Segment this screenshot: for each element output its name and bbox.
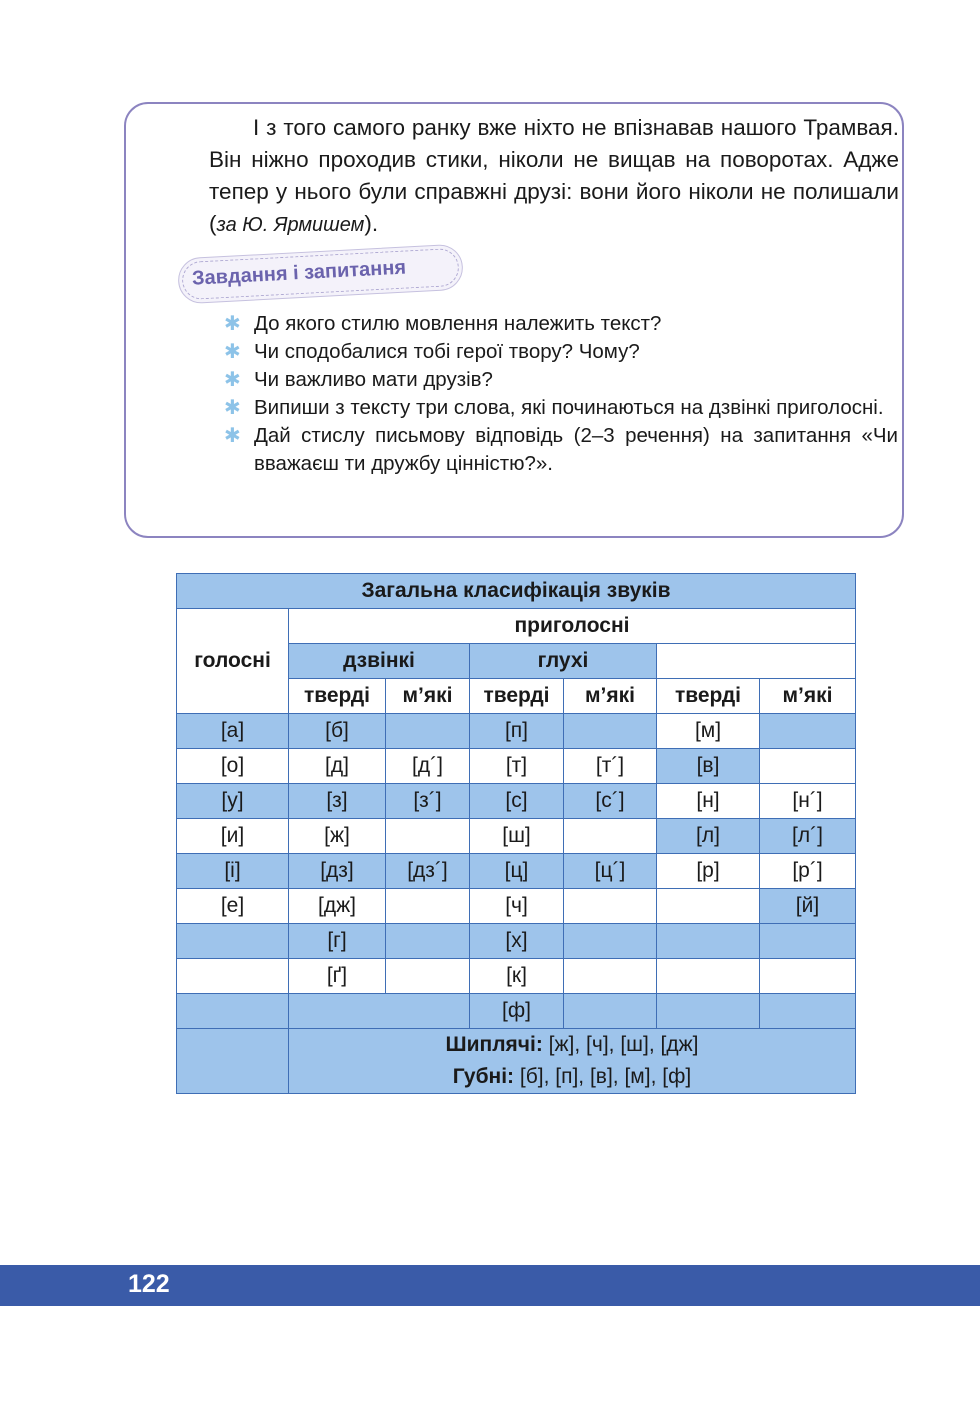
table-cell: [ц] (470, 854, 564, 889)
table-cell: [з] (289, 784, 386, 819)
table-cell: [п] (470, 714, 564, 749)
questions-list (224, 310, 898, 478)
table-cell (564, 924, 657, 959)
story-closing: ). (364, 211, 379, 236)
table-cell: [дз] (289, 854, 386, 889)
table-cell (177, 1029, 289, 1094)
table-cell (386, 959, 470, 994)
sound-classification-table (176, 573, 856, 1094)
table-cell (177, 959, 289, 994)
star-bullet-icon: ✱ (224, 369, 241, 391)
table-cell: [р] (657, 854, 760, 889)
table-cell: [в] (657, 749, 760, 784)
table-cell (657, 994, 760, 1029)
story-paragraph (209, 112, 899, 241)
table-row (177, 714, 856, 749)
table-cell: [о] (177, 749, 289, 784)
sibilants-values: [ж], [ч], [ш], [дж] (542, 1033, 699, 1056)
table-cell: [н] (657, 784, 760, 819)
story-text: І з того самого ранку вже ніхто не впізнавав нашого Трамвая. Він ніжно проходив стики, ніколи не вищав на поворотах. Адже тепер у нього були справжні друзі: вони його ніколи не полишали ( (209, 115, 899, 236)
table-cell: [д] (289, 749, 386, 784)
question-item: ✱ До якого стилю мовлення належить текст? (224, 310, 898, 338)
table-cell: [р´] (760, 854, 856, 889)
star-bullet-icon: ✱ (224, 397, 241, 419)
table-cell (760, 749, 856, 784)
table-row (177, 784, 856, 819)
table-cell: [л] (657, 819, 760, 854)
table-cell: [й] (760, 889, 856, 924)
table-cell (564, 959, 657, 994)
sibilants-line (289, 1029, 855, 1061)
table-row (177, 1029, 856, 1094)
table-cell (177, 994, 289, 1029)
summary-cell (289, 1029, 856, 1094)
table-cell (177, 924, 289, 959)
table-cell (760, 924, 856, 959)
table-cell: [а] (177, 714, 289, 749)
table-cell: [д´] (386, 749, 470, 784)
soft-header: м’які (564, 679, 657, 714)
table-cell: [ш] (470, 819, 564, 854)
table-cell: [х] (470, 924, 564, 959)
sibilants-label: Шиплячі: (445, 1033, 543, 1056)
table-cell: [у] (177, 784, 289, 819)
page-number: 122 (128, 1270, 170, 1298)
table-cell: [с] (470, 784, 564, 819)
table-cell: [ф] (470, 994, 564, 1029)
table-row (177, 959, 856, 994)
soft-header: м’які (386, 679, 470, 714)
soft-header: м’які (760, 679, 856, 714)
table-cell (564, 819, 657, 854)
table-cell: [е] (177, 889, 289, 924)
table-cell: [ч] (470, 889, 564, 924)
vowels-header: голосні (177, 609, 289, 714)
table-cell: [ц´] (564, 854, 657, 889)
table-row (177, 854, 856, 889)
table-row (177, 819, 856, 854)
table-cell (289, 994, 470, 1029)
table-cell: [и] (177, 819, 289, 854)
table-cell (564, 994, 657, 1029)
table-row (177, 889, 856, 924)
table-cell: [т] (470, 749, 564, 784)
hard-header: тверді (470, 679, 564, 714)
consonants-header: приголосні (289, 609, 856, 644)
table-cell (657, 959, 760, 994)
table-row (177, 749, 856, 784)
table-cell: [т´] (564, 749, 657, 784)
star-bullet-icon: ✱ (224, 313, 241, 335)
tasks-heading-badge (177, 244, 464, 305)
table-cell: [б] (289, 714, 386, 749)
table-cell: [і] (177, 854, 289, 889)
table-cell (386, 714, 470, 749)
table-cell: [ж] (289, 819, 386, 854)
labials-values: [б], [п], [в], [м], [ф] (514, 1065, 692, 1088)
table-cell (657, 889, 760, 924)
table-cell: [н´] (760, 784, 856, 819)
table-cell: [к] (470, 959, 564, 994)
hard-header: тверді (657, 679, 760, 714)
question-item: ✱ Дай стислу письмову відповідь (2–3 речення) на запитання «Чи вважаєш ти дружбу цінністю?». (224, 424, 898, 475)
tasks-heading: Завдання і запитання (191, 256, 407, 290)
table-cell: [м] (657, 714, 760, 749)
table-cell (760, 714, 856, 749)
table-cell (386, 819, 470, 854)
table-cell: [с´] (564, 784, 657, 819)
question-item: ✱ Випиши з тексту три слова, які починаються на дзвінкі приголосні. (224, 394, 898, 422)
star-bullet-icon: ✱ (224, 341, 241, 363)
table-cell (760, 994, 856, 1029)
table-cell: [дз´] (386, 854, 470, 889)
page-footer-bar (0, 1265, 980, 1306)
table-cell: [л´] (760, 819, 856, 854)
table-cell (564, 889, 657, 924)
reading-text-box (124, 102, 904, 538)
table-cell: [дж] (289, 889, 386, 924)
table-row (177, 994, 856, 1029)
labials-label: Губні: (452, 1065, 515, 1088)
table-cell (564, 714, 657, 749)
table-cell (386, 924, 470, 959)
voiced-header: дзвінкі (289, 644, 470, 679)
voiceless-header: глухі (470, 644, 657, 679)
labials-line (289, 1061, 855, 1093)
question-item: ✱ Чи важливо мати друзів? (224, 366, 898, 394)
table-title: Загальна класифікація звуків (177, 574, 856, 609)
table-cell (657, 924, 760, 959)
sonorant-header-empty (657, 644, 856, 679)
table-cell: [ґ] (289, 959, 386, 994)
story-source: за Ю. Ярмишем (216, 214, 365, 236)
table-cell: [г] (289, 924, 386, 959)
table-cell (386, 889, 470, 924)
hard-header: тверді (289, 679, 386, 714)
question-item: ✱ Чи сподобалися тобі герої твору? Чому? (224, 338, 898, 366)
table-cell: [з´] (386, 784, 470, 819)
star-bullet-icon: ✱ (224, 425, 241, 447)
table-cell (760, 959, 856, 994)
table-row (177, 924, 856, 959)
